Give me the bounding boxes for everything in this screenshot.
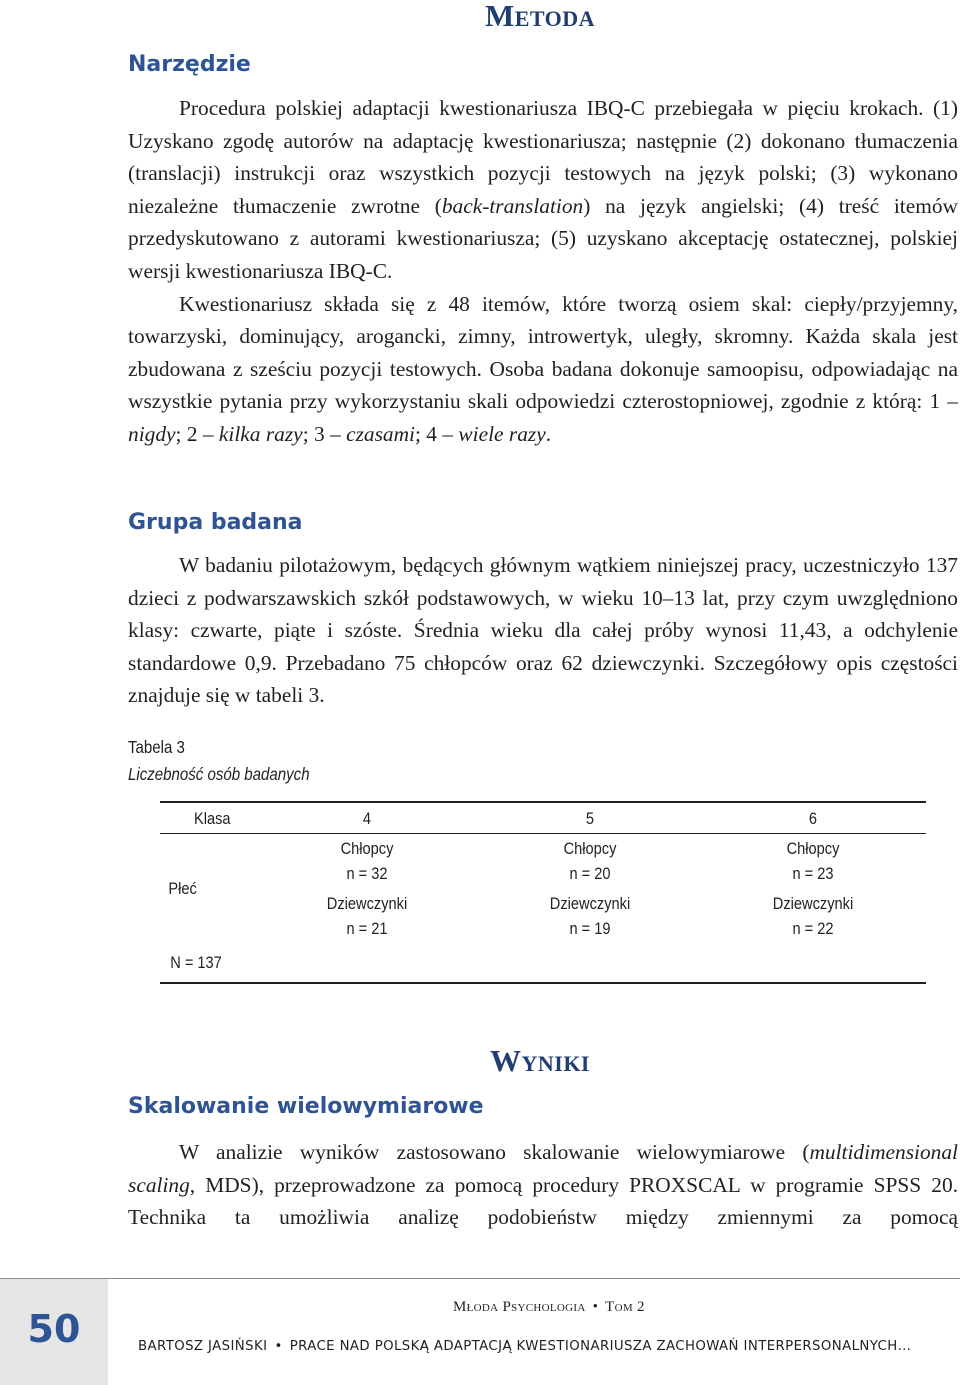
table-bottom-rule bbox=[160, 982, 926, 984]
girls-n-4: n = 21 bbox=[346, 919, 388, 938]
boys-n-5: n = 20 bbox=[569, 864, 611, 883]
page-number-box bbox=[0, 1279, 108, 1385]
boys-label-5: Chłopcy bbox=[563, 839, 617, 858]
girls-n-5: n = 19 bbox=[569, 919, 611, 938]
section-title-wyniki: Wyniki bbox=[489, 1043, 590, 1078]
paragraph-sample: W badaniu pilotażowym, będących głównym wątkiem niniejszej pracy, uczestniczyło 137 dzieci z podwarszawskich szkół podstawowych, w wieku 10–13 lat, przy czym uwzględniono klasy: czwarte, piąte i szóste. Średnia wieku dla całej próby wynosi 11,43, a odchylenie standardowe 0,9. Przebadano 75 chłopców oraz 62 dziewczynki. Szczegółowy opis częstości znajduje się w tabeli 3. bbox=[128, 553, 958, 708]
row-label-plec: Płeć bbox=[168, 879, 197, 898]
header-class-5: 5 bbox=[585, 809, 595, 828]
paragraph-questionnaire: Kwestionariusz składa się z 48 itemów, które tworzą osiem skal: ciepły/przyjemny, towarzyski, dominujący, arogancki, zimny, introwertyk, uległy, skromny. Każda skala jest zbudowana z sześciu pozycji testowych. Osoba badana dokonuje samoopisu, odpowiadając na wszystkie pytania przy wykorzystaniu skali odpowiedzi czterostopniowej, zgodnie z którą: 1 – nigdy; 2 – kilka razy; 3 – czasami; 4 – wiele razy. bbox=[128, 291, 958, 446]
running-header bbox=[138, 1339, 911, 1354]
boys-label-6: Chłopcy bbox=[786, 839, 840, 858]
boys-n-6: n = 23 bbox=[792, 864, 834, 883]
table-label: Tabela 3 bbox=[128, 737, 185, 757]
boys-n-4: n = 32 bbox=[346, 864, 388, 883]
author-name: BARTOSZ JASIŃSKI bbox=[138, 1339, 268, 1354]
bullet-separator: • bbox=[592, 1299, 599, 1315]
heading-narzedzie: Narzędzie bbox=[128, 52, 251, 77]
running-title: PRACE NAD POLSKĄ ADAPTACJĄ KWESTIONARIUSZA ZACHOWAŃ INTERPERSONALNYCH… bbox=[289, 1339, 912, 1354]
paragraph-skalowanie bbox=[128, 1136, 958, 1234]
boys-label-4: Chłopcy bbox=[340, 839, 394, 858]
paragraph-narzedzie bbox=[128, 92, 958, 451]
table-liczebnosc bbox=[160, 801, 926, 984]
section-title-metoda: Metoda bbox=[484, 0, 596, 33]
table-title: Liczebność osób badanych bbox=[128, 764, 310, 784]
girls-label-5: Dziewczynki bbox=[549, 894, 631, 913]
girls-label-4: Dziewczynki bbox=[326, 894, 408, 913]
page-footer bbox=[0, 1278, 960, 1385]
total-n: N = 137 bbox=[170, 953, 222, 972]
header-class-6: 6 bbox=[808, 809, 818, 828]
table-header-rule bbox=[160, 833, 926, 834]
girls-n-6: n = 22 bbox=[792, 919, 834, 938]
table-top-rule bbox=[160, 801, 926, 803]
header-class-4: 4 bbox=[362, 809, 372, 828]
page-number: 50 bbox=[27, 1307, 81, 1351]
header-klasa: Klasa bbox=[193, 809, 231, 828]
girls-label-6: Dziewczynki bbox=[772, 894, 854, 913]
journal-info bbox=[453, 1299, 645, 1316]
heading-grupa-badana: Grupa badana bbox=[128, 510, 303, 535]
paragraph-grupa bbox=[128, 549, 958, 712]
bullet-separator: • bbox=[274, 1339, 283, 1354]
heading-skalowanie: Skalowanie wielowymiarowe bbox=[128, 1094, 484, 1119]
journal-volume: Tom 2 bbox=[605, 1299, 645, 1315]
journal-name: Młoda Psychologia bbox=[453, 1299, 586, 1315]
paragraph-procedure: Procedura polskiej adaptacji kwestionariusza IBQ-C przebiegała w pięciu krokach. (1) Uzyskano zgodę autorów na adaptację kwestionariusza; następnie (2) dokonano tłumaczenia (translacji) instrukcji oraz wszystkich pozycji testowych na język polski; (3) wykonano niezależne tłumaczenie zwrotne (back-translation) na język angielski; (4) treść itemów przedyskutowano z autorami kwestionariusza; (5) uzyskano akceptację ostatecznej, polskiej wersji kwestionariusza IBQ-C. bbox=[128, 96, 958, 283]
paragraph-mds: W analizie wyników zastosowano skalowanie wielowymiarowe (multidimensional scaling, MDS), przeprowadzone za pomocą procedury PROXSCAL w programie SPSS 20. Technika ta umożliwia analizę podobieństw między zmiennymi za pomocą bbox=[128, 1140, 958, 1230]
